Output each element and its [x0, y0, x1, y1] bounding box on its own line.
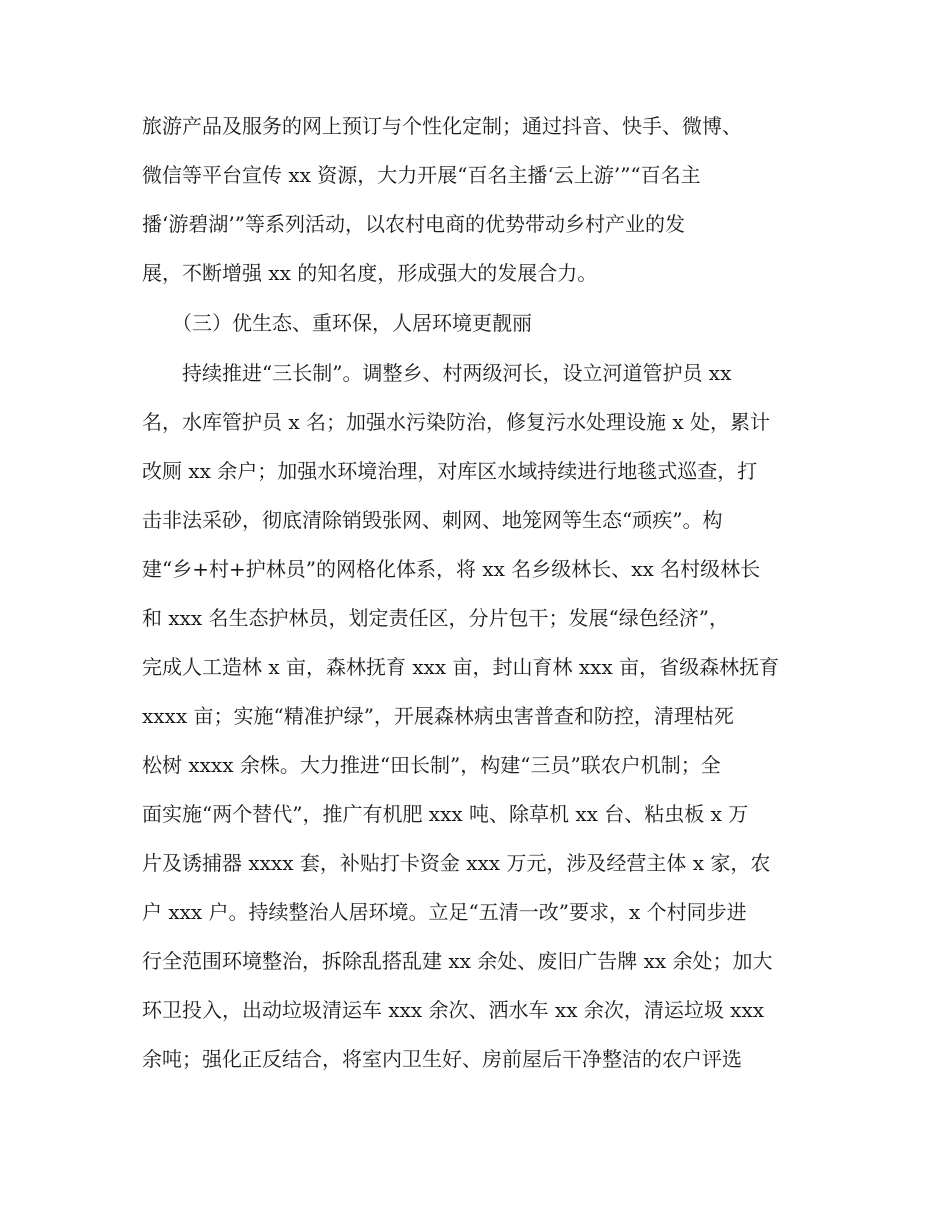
- text-line: 行全范围环境整治，拆除乱搭乱建 xx 余处、废旧广告牌 xx 余处；加大: [142, 949, 773, 973]
- text-line: 改厕 xx 余户；加强水环境治理，对库区水域持续进行地毯式巡查，打: [142, 459, 758, 483]
- text-line: 名，水库管护员 x 名；加强水污染防治，修复污水处理设施 x 处，累计: [142, 410, 770, 434]
- text-line: 建“乡+村+护林员”的网格化体系，将 xx 名乡级林长、xx 名村级林长: [142, 557, 761, 581]
- text-line: 和 xxx 名生态护林员，划定责任区，分片包干；发展“绿色经济”，: [142, 606, 730, 630]
- text-line: 旅游产品及服务的网上预订与个性化定制；通过抖音、快手、微博、: [142, 114, 742, 138]
- text-line: 持续推进“三长制”。调整乡、村两级河长，设立河道管护员 xx: [182, 361, 732, 385]
- text-line: 松树 xxxx 余株。大力推进“田长制”，构建“三员”联农户机制；全: [142, 753, 721, 777]
- text-line: xxxx 亩；实施“精准护绿”，开展森林病虫害普查和防控，清理枯死: [142, 704, 734, 728]
- text-line: 完成人工造林 x 亩，森林抚育 xxx 亩，封山育林 xxx 亩，省级森林抚育: [142, 655, 780, 679]
- text-line: 面实施“两个替代”，推广有机肥 xxx 吨、除草机 xx 台、粘虫板 x 万: [142, 802, 749, 826]
- text-line: 展，不断增强 xx 的知名度，形成强大的发展合力。: [142, 261, 598, 285]
- text-line: 环卫投入，出动垃圾清运车 xxx 余次、洒水车 xx 余次，清运垃圾 xxx: [142, 998, 765, 1022]
- text-line: 微信等平台宣传 xx 资源，大力开展“百名主播‘云上游’”“百名主: [142, 163, 701, 187]
- section-heading: （三）优生态、重环保，人居环境更靓丽: [172, 311, 532, 335]
- text-line: 击非法采砂，彻底清除销毁张网、刺网、地笼网等生态“顽疾”。构: [142, 508, 723, 532]
- text-line: 片及诱捕器 xxxx 套，补贴打卡资金 xxx 万元，涉及经营主体 x 家，农: [142, 851, 771, 875]
- text-line: 户 xxx 户。持续整治人居环境。立足“五清一改”要求，x 个村同步进: [142, 900, 747, 924]
- text-line: 余吨；强化正反结合，将室内卫生好、房前屋后干净整洁的农户评选: [142, 1047, 742, 1071]
- text-line: 播‘游碧湖’”等系列活动，以农村电商的优势带动乡村产业的发: [142, 212, 685, 236]
